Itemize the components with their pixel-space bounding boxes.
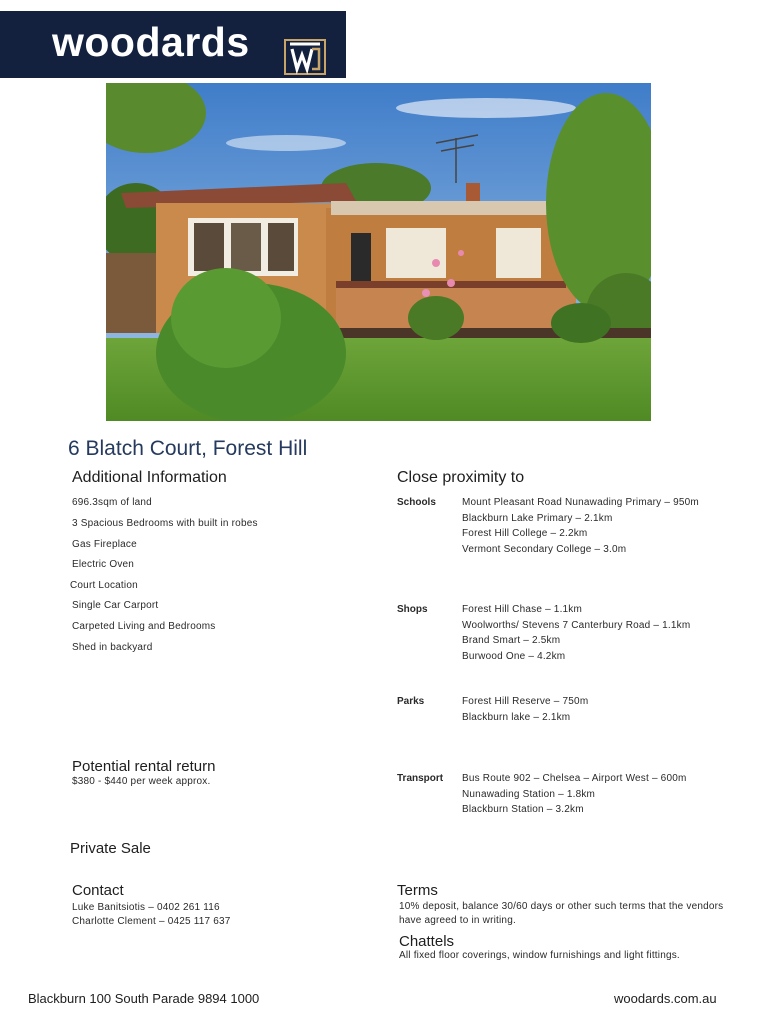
proximity-label-schools: Schools bbox=[397, 497, 436, 508]
contact-heading: Contact bbox=[72, 882, 124, 899]
proximity-item: Forest Hill College – 2.2km bbox=[462, 528, 588, 539]
chattels-heading: Chattels bbox=[399, 933, 455, 950]
proximity-list-transport bbox=[462, 771, 687, 818]
proximity-item: Forest Hill Chase – 1.1km bbox=[462, 604, 583, 615]
property-photo bbox=[106, 83, 651, 421]
feature-item: 696.3sqm of land bbox=[72, 497, 152, 508]
proximity-item: Woolworths/ Stevens 7 Canterbury Road – 1.1km bbox=[462, 619, 691, 631]
proximity-label-transport: Transport bbox=[397, 773, 444, 784]
feature-item: Electric Oven bbox=[72, 559, 135, 570]
brand-wordmark: woodards bbox=[52, 19, 250, 65]
proximity-label-parks: Parks bbox=[397, 696, 425, 707]
proximity-heading: Close proximity to bbox=[397, 469, 525, 486]
contact-line: Luke Banitsiotis – 0402 261 116 bbox=[72, 902, 220, 913]
proximity-item: Mount Pleasant Road Nunawading Primary – 950m bbox=[462, 497, 699, 508]
feature-item: Shed in backyard bbox=[72, 642, 153, 653]
proximity-item: Burwood One – 4.2km bbox=[462, 650, 566, 662]
chattels-text: All fixed floor coverings, window furnishings and light fittings. bbox=[399, 950, 680, 961]
proximity-item: Forest Hill Reserve – 750m bbox=[462, 696, 589, 707]
rental-text: $380 - $440 per week approx. bbox=[72, 776, 211, 787]
proximity-item: Nunawading Station – 1.8km bbox=[462, 788, 596, 800]
proximity-list-parks bbox=[462, 694, 588, 725]
proximity-item: Blackburn lake – 2.1km bbox=[462, 711, 571, 723]
feature-item: Court Location bbox=[70, 580, 138, 591]
sale-method: Private Sale bbox=[70, 840, 151, 857]
proximity-item: Brand Smart – 2.5km bbox=[462, 635, 561, 646]
additional-info-heading: Additional Information bbox=[72, 469, 227, 486]
terms-text: 10% deposit, balance 30/60 days or other such terms that the vendors have agreed to in writing. bbox=[399, 901, 724, 926]
feature-item: Single Car Carport bbox=[72, 600, 159, 611]
house-photo-image bbox=[106, 83, 651, 421]
proximity-item: Vermont Secondary College – 3.0m bbox=[462, 543, 627, 555]
feature-item: 3 Spacious Bedrooms with built in robes bbox=[72, 518, 258, 529]
proximity-label-shops: Shops bbox=[397, 604, 428, 615]
brand-logo bbox=[0, 11, 346, 78]
woodards-w-icon bbox=[284, 39, 326, 75]
proximity-item: Blackburn Lake Primary – 2.1km bbox=[462, 512, 613, 524]
feature-item: Carpeted Living and Bedrooms bbox=[72, 621, 216, 632]
property-address: 6 Blatch Court, Forest Hill bbox=[68, 437, 308, 460]
rental-heading: Potential rental return bbox=[72, 758, 216, 775]
footer-office: Blackburn 100 South Parade 9894 1000 bbox=[28, 991, 260, 1006]
feature-item: Gas Fireplace bbox=[72, 539, 137, 550]
terms-heading: Terms bbox=[397, 882, 438, 899]
proximity-item: Blackburn Station – 3.2km bbox=[462, 804, 584, 815]
proximity-item: Bus Route 902 – Chelsea – Airport West – 600m bbox=[462, 773, 687, 784]
proximity-list-schools bbox=[462, 495, 699, 557]
contact-line: Charlotte Clement – 0425 117 637 bbox=[72, 916, 231, 927]
footer-website[interactable]: woodards.com.au bbox=[614, 991, 717, 1006]
proximity-list-shops bbox=[462, 602, 690, 664]
